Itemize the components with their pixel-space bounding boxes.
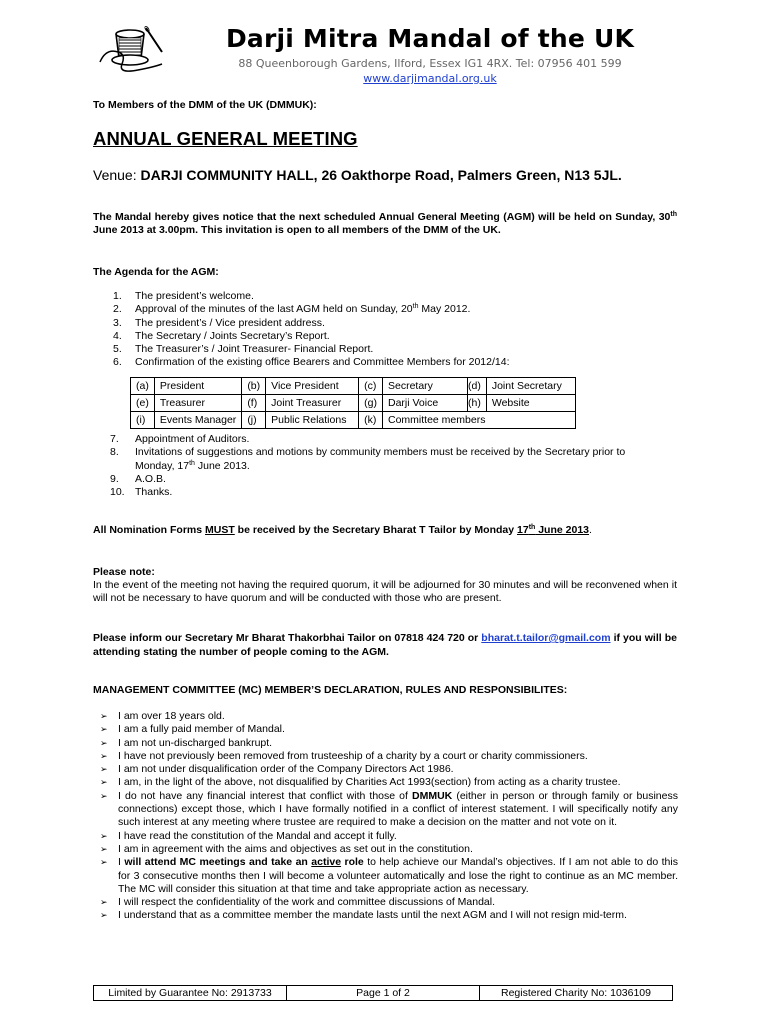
agenda-item: 9. A.O.B. (110, 472, 166, 485)
agenda-list-continued (93, 433, 653, 499)
list-item: ➢ I am, in the light of the above, not disqualified by Charities Act 1993(section) from acting as a charity trustee. (100, 776, 621, 789)
arrow-bullet-icon: ➢ (100, 737, 108, 748)
arrow-bullet-icon: ➢ (100, 711, 108, 721)
addressee-line: To Members of the DMM of the UK (DMMUK): (93, 99, 317, 111)
notice-text-end: June 2013 at 3.00pm. This invitation is open to all members of the DMM of the UK. (93, 224, 501, 236)
email-link[interactable]: bharat.t.tailor@gmail.com (481, 632, 611, 644)
please-note-text: In the event of the meeting not having the required quorum, it will be adjourned for 30 minutes and will be reconvened when it will not be necessary to have quorum and will be conducted with those who are present. (93, 579, 677, 604)
page-footer (93, 985, 673, 1001)
arrow-bullet-icon: ➢ (100, 857, 108, 868)
agenda-item: 7. Appointment of Auditors. (110, 433, 250, 445)
list-item: ➢ I am not under disqualification order of the Company Directors Act 1986. (100, 763, 454, 776)
organisation-address: 88 Queenborough Gardens, Ilford, Essex IG1 4RX. Tel: 07956 401 599 (238, 57, 622, 70)
list-item: ➢ I do not have any financial interest that conflict with those of DMMUK (either in person or through family or business connections) except those, which I have formally notified in a conflict of interest statement. I will specifically notify any such interest at any meeting where trustee are required to make a decision on the matter and not vote on it. (100, 789, 678, 829)
arrow-bullet-icon: ➢ (100, 897, 108, 908)
arrow-bullet-icon: ➢ (100, 910, 108, 921)
arrow-bullet-icon: ➢ (100, 777, 108, 788)
agenda-item: 1. The president’s welcome. (113, 290, 254, 302)
venue-label: Venue: (93, 167, 137, 183)
list-item: ➢ I will respect the confidentiality of the work and committee discussions of Mandal. (100, 896, 496, 909)
table-row: (a) President (b) Vice President (c) Secretary (d) Joint Secretary (131, 378, 576, 395)
arrow-bullet-icon: ➢ (100, 843, 108, 854)
list-item: ➢ I have not previously been removed from trusteeship of a charity by a court or charity commissioners. (100, 749, 588, 762)
agenda-item: 6. Confirmation of the existing office Bearers and Committee Members for 2012/14: (113, 356, 510, 369)
list-item: ➢ I am over 18 years old. (100, 710, 225, 722)
arrow-bullet-icon: ➢ (100, 790, 108, 801)
arrow-bullet-icon: ➢ (100, 750, 108, 761)
page-number: Page 1 of 2 (287, 986, 480, 1000)
list-item: ➢ I am not un-discharged bankrupt. (100, 736, 273, 749)
agenda-item: 10. Thanks. (110, 486, 173, 499)
page-title: ANNUAL GENERAL MEETING (93, 128, 358, 149)
mc-declaration-heading: MANAGEMENT COMMITTEE (MC) MEMBER’S DECLARATION, RULES AND RESPONSIBILITES: (93, 684, 568, 696)
list-item: ➢ I have read the constitution of the Mandal and accept it fully. (100, 829, 397, 842)
notice-text: The Mandal hereby gives notice that the next scheduled Annual General Meeting (AGM) will be held on Sunday, 30 (93, 211, 671, 223)
website-link[interactable]: www.darjimandal.org.uk (363, 72, 497, 85)
agm-notice (93, 211, 677, 237)
agenda-heading: The Agenda for the AGM: (93, 266, 219, 278)
list-item: ➢ I understand that as a committee member the mandate lasts until the next AGM and I will not resign mid-term. (100, 909, 627, 922)
inform-secretary: Please inform our Secretary Mr Bharat Thakorbhai Tailor on 07818 424 720 or bharat.t.tailor@gmail.com if you will be attending stating the number of people coming to the AGM. (93, 632, 677, 658)
agenda-item: 3. The president’s / Vice president address. (113, 316, 325, 329)
table-row: (i) Events Manager (j) Public Relations (k) Committee members (131, 412, 576, 429)
venue-line (93, 167, 622, 183)
notice-sup: th (670, 211, 677, 218)
list-item: ➢ I will attend MC meetings and take an active role to help achieve our Mandal’s objectives. If I am not able to do this for 3 consecutive months then I will become a volunteer automatically and lose the right to continue as an MC member. The MC will consider this situation at that time and take appropriate action as necessary. (100, 856, 678, 895)
needle-thread-spool-icon (96, 24, 166, 76)
agenda-list (93, 290, 653, 370)
please-note-heading: Please note: (93, 566, 155, 578)
venue-value: DARJI COMMUNITY HALL, 26 Oakthorpe Road, Palmers Green, N13 5JL. (140, 167, 622, 183)
nomination-deadline: All Nomination Forms MUST be received by the Secretary Bharat T Tailor by Monday 17th June 2013. (93, 524, 592, 536)
organisation-name: Darji Mitra Mandal of the UK (225, 24, 635, 53)
charity-number: Registered Charity No: 1036109 (500, 987, 651, 999)
list-item: ➢ I am a fully paid member of Mandal. (100, 723, 285, 736)
guarantee-number: Limited by Guarantee No: 2913733 (94, 986, 287, 1000)
agenda-item: 5. The Treasurer’s / Joint Treasurer- Financial Report. (113, 343, 374, 356)
arrow-bullet-icon: ➢ (100, 830, 108, 841)
arrow-bullet-icon: ➢ (100, 764, 108, 775)
declaration-list (93, 710, 678, 923)
office-bearers-table (130, 377, 576, 429)
table-row: (e) Treasurer (f) Joint Treasurer (g) Darji Voice (h) Website (131, 395, 576, 412)
list-item: ➢ I am in agreement with the aims and objectives as set out in the constitution. (100, 842, 473, 855)
agenda-item: 2. Approval of the minutes of the last AGM held on Sunday, 20th May 2012. (113, 303, 471, 316)
agenda-item: 4. The Secretary / Joints Secretary’s Report. (113, 329, 330, 342)
agenda-item: 8. Invitations of suggestions and motions by community members must be received by the Secretary prior to Monday, 17th June 2013. (110, 446, 626, 472)
arrow-bullet-icon: ➢ (100, 724, 108, 735)
